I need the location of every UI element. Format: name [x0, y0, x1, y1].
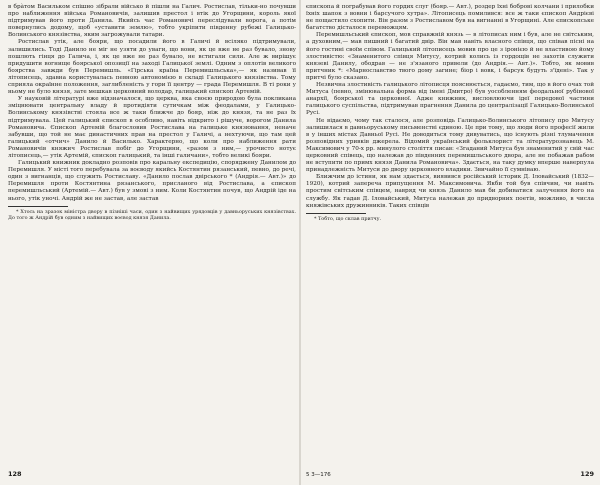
paragraph: Незвична злостивість галицького літописця пояснюється, гадаємо, тим, що в його очах той Митуса (певно, змінювальна форма від імені Дмитро) був уособленням феодальної рубінової анархії, боярської та церковної. Адже книжник, висловлюючи ідеї передової частини галицького суспільства, підтримував прагнення Данила до централізації Галицько-Волинської Русі.: [306, 82, 594, 117]
page-number: 129: [580, 470, 594, 478]
footnote: * Тобто, що склав притчу.: [314, 215, 382, 222]
footnote-rule: [8, 206, 68, 207]
gutter: [299, 0, 301, 485]
right-page: [306, 4, 594, 480]
paragraph: Перемишльський єпископ, мов справжній князь — в літописах ним і був, але не світським, а духовним,— мав пишний і багатий двір. Він мав навіть власного співця, що співав пісні на його гостині своїм співом. Галицький літописець мовив про це з іронією й не властивою йому злостивістю: «Знаменитого співця Митусу, котрий колись із гордощів не захотів служити князеві Данилу, ободрав — не з'язаного привели (до Андрія.— Авт.)». Тобто, як мовив притчник *: «Марнославство твого дому загине; біор і вовк, і барсук будуть з'їдені». Так у притчі було сказано.: [306, 32, 594, 81]
paragraph: Ближчим до істини, як нам здається, виявився російський історик Д. Іловайський (1832—1920), котрий запереча припущення М. Максимовича. Якби той був співчим, чи навіть простим світським співцем, навряд чи князь Данило мав би добиватися залучення його на службу. Як гадав Д. Іловайський, Митуса належав до придворних поетів, можливо, в числа княжівських дружинників. Таких співців: [306, 174, 594, 209]
paragraph: Не відаємо, чому так сталося, але розповідь Галицько-Волинського літопису про Митусу залишилася в давньоруському письменстві єдиною. Це при тому, що люди його професії жили в у інших містах Давньої Русі. Не доводиться тому дивуватись, що існують різні тлумачення розповідних уривків джерела. Відомий український фольклорист та літературознавець М. Максимович у 70-х рр. минулого століття писав: «Згаданий Митуса був знаменитий у свій час церковний співець, що належав до південних перемишльського двора, але не побажав рабом не вступити по примх князя Данила Романовича». Здається, на таку думку вперше наверпула принадлежність Митуси до двору церковного владики. Звичайно її сумніваю.: [306, 117, 594, 174]
footnote: * Хтось на зразок міністра двору в пізніші часи, один з найвищих урядовців у давньоруських князівствах. До того ж Андрій був одним з найвищих воєвод князя Данила.: [8, 208, 296, 221]
paragraph: в брàтом Васильком спішно зібрали військо й пішли на Галич. Ростислав, тільки-но почувши про наближення війська Романовичів, залишив престол і втік до Угорщини, король якої підтримував його проти Данила. Якийсь час Романовичі переслідували ворога, а потім повернулись додому, щоб «уставити землю», тобто укріпити південну рубежі Галицько-Волинського князівства, яким загрожували татари.: [8, 4, 296, 39]
page-number: 128: [8, 470, 22, 478]
footnote-rule: [306, 213, 366, 214]
paragraph: У науковій літературі вже відзначалося, що церква, яка своєю природою була покликана зміцнювати центральну владу й протидіяти сутичкам між феодалами, у Галицько-Волинському князівстві стояла все ж таки ближче до бояр, ніж до князя, та не раз їх підтримувала. Цей галицький єпископ в особливо, навіть відкрито і рішуче, ворогом Данила Романовича. Єпископ Артемій благословив Ростислава на галицьке князювання, неначе забувши, що той не має династичних прав на престол у Галичі, а нехтуючи, що там цей галицький «отчич» Данило й Василько. Характерно, що коли про наближення рати Романовичів княжич Ростислав побіг до Угорщини, «разом з ним,— урочисто нотує літописець,— утік Артемій, єпископ галицький, та інші галичани», тобто великі бояри.: [8, 96, 296, 159]
left-page: [8, 4, 296, 480]
paragraph: Ростислав утік, але бояри, що посадили його в Галичі й всіляко підтримували, залишились. Тоді Данило не міг не узяти до уваги, що вони, як це вже не раз бувало, знову пошлють гінця до Галича, і, як це вже не раз бувало, не встигали сили. Але ж вирішує придушити вогнище боярської опозиції на заході Галицької землі. Одним з оплотів великого боярства завжди був Перемишль. «Гірська країна Перемишльська»,— як називав її літописець, здавна користувалась певною автономією в складі Галицького князівства. Тому сприяла окраїнне положення, заглибленість у гори її центру — града Перемишля. В ті роки у ньому не було князя, зате мешкав церковний володар, галицький єпископ Артемій.: [8, 39, 296, 96]
printer-signature: 5 3—176: [306, 472, 331, 478]
paragraph: Галицький книжник докладно розповів про каральну експедицію, споряджену Данилом до Перемишля. У місті того перебувала за воєводу якийсь Костянтин рязанський, певно, до речі, один з вигнанців, що служить Ростиславу. «Данило послав двірського * (Андрія.— Авт.)» до Перемишля проти Костянтина рязанського, присланого від Ростислава, а єпископ перемишльський (Артемій.— Авт.) був у змові з ним. Коли Костянтин почув, що Андрій іде на нього, утік уночі. Андрій же не застав, але застав: [8, 160, 296, 202]
paragraph: єпископа й пограбував його гордих слуг (бояр.— Авт.), роздер їхні боброві колчани і прилобки їхніх шапок з вовни і барсучого хутра». Літописець помилився: все ж таки єпископ Андрієві не пощастило схопити. Він разом з Ростиславом був на вигнанні в Угорщині. Але єпископське багатство дісталося переможцям.: [306, 4, 594, 32]
